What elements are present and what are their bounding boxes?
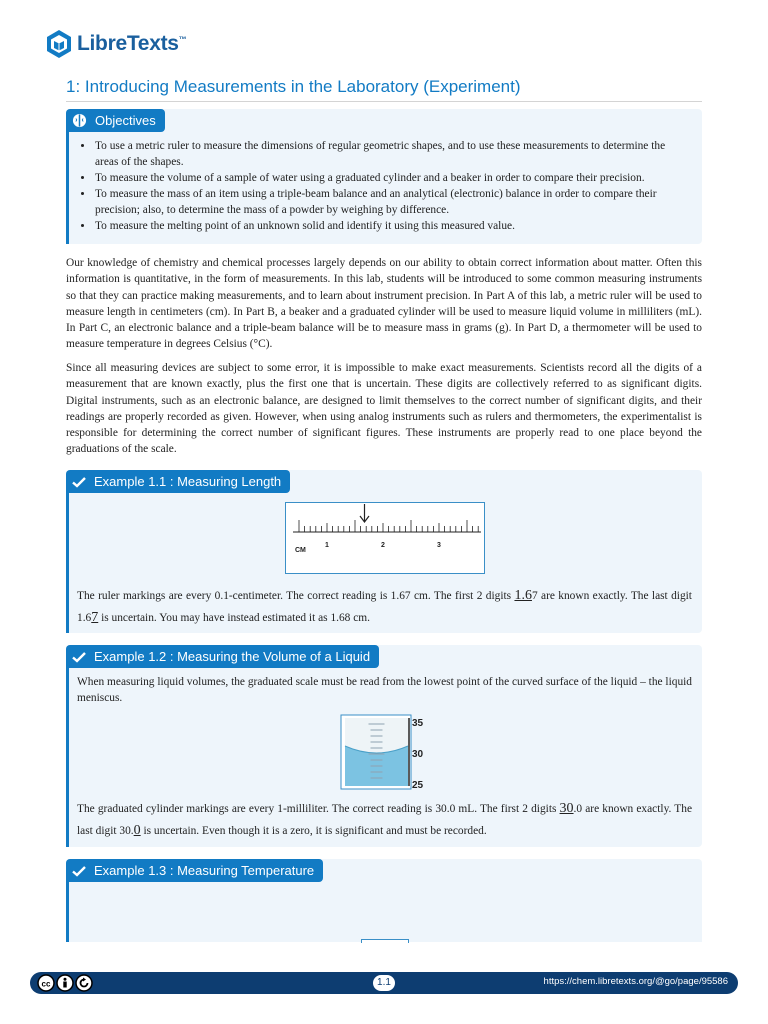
example-length-box xyxy=(66,470,702,633)
svg-text:cc: cc xyxy=(41,979,51,989)
objective-item: • To measure the melting point of an unknown solid and identify it using this measured value. xyxy=(94,218,690,234)
objectives-list xyxy=(80,138,690,234)
brain-icon xyxy=(72,113,87,128)
example-volume-label: Example 1.2 : Measuring the Volume of a Liquid xyxy=(94,649,371,664)
uncertain-digit: 7 xyxy=(91,610,99,625)
uncertain-digit: 0 xyxy=(133,823,141,838)
example-volume-text: The graduated cylinder markings are every 1-milliliter. The correct reading is 30.0 mL. The first 2 digits 30.0 are known exactly. The last digit 30.0 is uncertain. Even though it is a zero, it is significant and must be recorded. xyxy=(77,801,692,838)
example-temperature-box xyxy=(66,859,702,942)
cc-license-badges[interactable] xyxy=(37,974,94,992)
libretexts-logo[interactable] xyxy=(45,28,186,60)
page-number: 1.1 xyxy=(373,975,395,991)
page-title: 1: Introducing Measurements in the Laboratory (Experiment) xyxy=(66,77,702,102)
example-volume-header xyxy=(66,645,379,668)
objective-item: • To measure the volume of a sample of water using a graduated cylinder and a beaker in order to compare their precision. xyxy=(94,170,690,186)
objectives-header xyxy=(66,109,165,132)
objectives-bar xyxy=(66,132,69,244)
page-footer xyxy=(30,972,738,994)
ruler-unit-label: CM xyxy=(295,547,306,554)
thermometer-figure-top xyxy=(361,939,409,943)
graduated-cylinder-figure xyxy=(340,714,430,790)
example-volume-box xyxy=(66,645,702,847)
page-url[interactable]: https://chem.libretexts.org/@go/page/95586 xyxy=(543,976,728,987)
ruler-tick-label: 3 xyxy=(437,542,441,549)
example-temperature-header xyxy=(66,859,323,882)
significant-digits-paragraph: Since all measuring devices are subject to some error, it is impossible to make exact measurements. Scientists record all the digits of a measurement that are known exactly, plus the first one that is uncertain. These digits are collectively referred to as significant digits. Digital instruments, such as an electronic balance, are designed to limit themselves to the correct number of significant digits, and their readings are properly recorded as given. However, when using analog instruments such as rulers and thermometers, the experimentalist is responsible for determining the correct number of significant figures. These instruments are properly read to one place beyond the graduations of the scale. xyxy=(66,362,702,456)
example-length-header xyxy=(66,470,290,493)
ruler-tick-label: 1 xyxy=(325,542,329,549)
cylinder-scale-label: 25 xyxy=(412,780,424,790)
objectives-label: Objectives xyxy=(95,113,156,128)
cc-icon xyxy=(37,974,55,992)
meniscus-intro-text: When measuring liquid volumes, the graduated scale must be read from the lowest point of the curved surface of the liquid – the liquid meniscus. xyxy=(77,676,692,704)
example-volume-bar xyxy=(66,668,69,847)
example-temperature-label: Example 1.3 : Measuring Temperature xyxy=(94,863,315,878)
checkmark-icon xyxy=(72,651,86,663)
example-length-bar xyxy=(66,493,69,633)
intro-paragraph: Our knowledge of chemistry and chemical processes largely depends on our ability to obtain correct information about matter. Often this information is quantitative, in the form of measurements. In this lab, students will be introduced to some common measuring instruments so that they can practice making measurements, and to learn about instrument precision. In Part A of this lab, a metric ruler will be used to measure length in centimeters (cm). In Part B, a beaker and a graduated cylinder will be used to measure liquid volume in milliliters (mL). In Part C, an electronic balance and a triple-beam balance will be to measure mass in grams (g). In Part D, a thermometer will be used to measure temperature in degrees Celsius (°C). xyxy=(66,257,702,351)
objectives-box xyxy=(66,109,702,244)
sharealike-icon xyxy=(75,974,93,992)
ruler-figure xyxy=(285,502,485,574)
checkmark-icon xyxy=(72,865,86,877)
example-length-text: The ruler markings are every 0.1-centimeter. The correct reading is 1.67 cm. The first 2 digits 1.67 are known exactly. The last digit 1.67 is uncertain. You may have instead estimated it as 1.68 cm. xyxy=(77,588,692,625)
known-digits: 1.6 xyxy=(514,588,532,603)
brand-name: LibreTexts™ xyxy=(77,32,187,55)
example-temperature-bar xyxy=(66,882,69,942)
checkmark-icon xyxy=(72,476,86,488)
objective-item: • To measure the mass of an item using a triple-beam balance and an analytical (electronic) balance in order to compare their precision; also, to determine the mass of a powder by weighing by difference. xyxy=(94,186,690,218)
cylinder-scale-label: 35 xyxy=(412,718,424,729)
libretexts-logo-icon xyxy=(45,29,73,59)
objective-item: • To use a metric ruler to measure the dimensions of regular geometric shapes, and to use these measurements to determine the areas of the shapes. xyxy=(94,138,690,170)
ruler-tick-label: 2 xyxy=(381,542,385,549)
attribution-icon xyxy=(56,974,74,992)
example-length-label: Example 1.1 : Measuring Length xyxy=(94,474,282,489)
cylinder-scale-label: 30 xyxy=(412,749,424,760)
known-digits: 30 xyxy=(559,801,574,816)
